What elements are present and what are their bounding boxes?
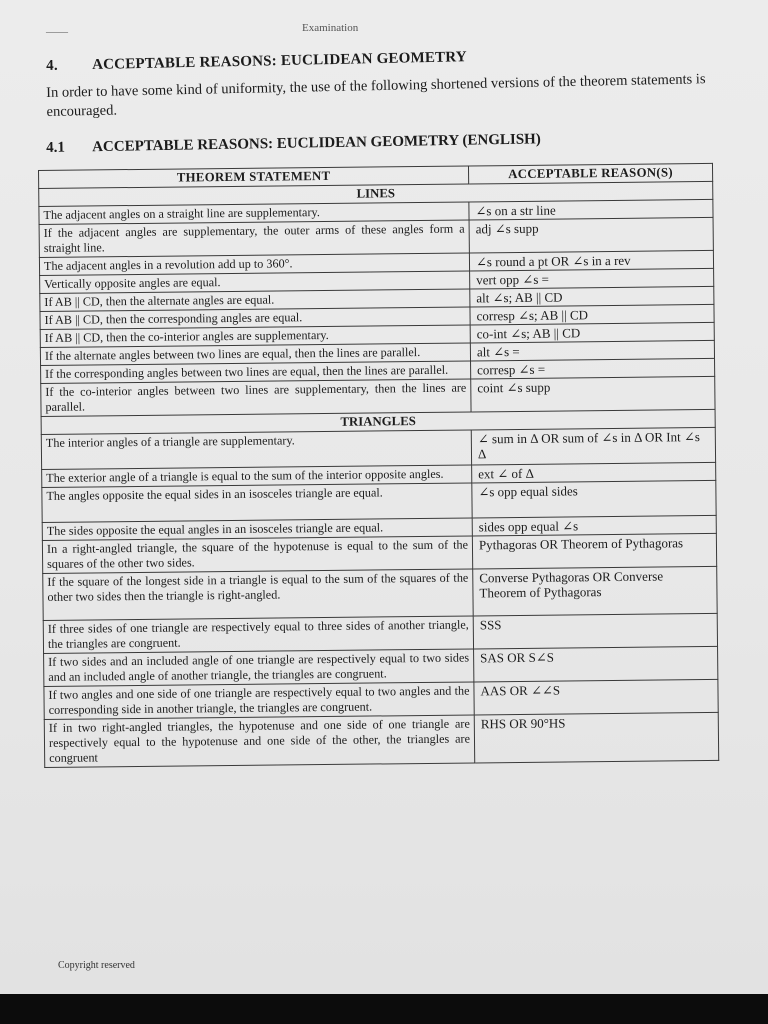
reasons-table — [38, 163, 719, 768]
theorem-statement: The sides opposite the equal angles in an isosceles triangle are equal. — [42, 518, 472, 541]
section-heading — [46, 44, 726, 75]
acceptable-reason: corresp ∠s; AB || CD — [470, 304, 714, 325]
theorem-statement: If two angles and one side of one triangle are respectively equal to two angles and the corresponding side in another triangle, the triangles are congruent. — [44, 682, 474, 720]
theorem-statement: If the corresponding angles between two lines are equal, then the lines are parallel. — [41, 361, 471, 384]
acceptable-reason: alt ∠s; AB || CD — [470, 286, 714, 307]
acceptable-reason: ∠ sum in Δ OR sum of ∠s in Δ OR Int ∠s Δ — [471, 427, 715, 465]
acceptable-reason: sides opp equal ∠s — [472, 515, 716, 536]
header-theorem-statement: THEOREM STATEMENT — [39, 166, 469, 189]
theorem-statement: The angles opposite the equal sides in an isosceles triangle are equal. — [42, 483, 472, 523]
theorem-statement: If the alternate angles between two lines are equal, then the lines are parallel. — [40, 343, 470, 366]
acceptable-reason: ext ∠ of Δ — [472, 462, 716, 483]
theorem-statement: If AB || CD, then the co-interior angles are supplementary. — [40, 325, 470, 348]
acceptable-reason: vert opp ∠s = — [470, 268, 714, 289]
section-intro: In order to have some kind of uniformity, the use of the following shortened versions of the theorem statements is encouraged. — [46, 71, 706, 120]
header-left-fragment: ____ — [46, 22, 68, 34]
acceptable-reason: Pythagoras OR Theorem of Pythagoras — [472, 533, 716, 569]
theorem-statement: If two sides and an included angle of one triangle are respectively equal to two sides and an included angle of another triangle, the triangles are congruent. — [44, 649, 474, 687]
theorem-statement: Vertically opposite angles are equal. — [40, 271, 470, 294]
acceptable-reason: SSS — [473, 613, 717, 649]
section-title: ACCEPTABLE REASONS: EUCLIDEAN GEOMETRY — [91, 49, 468, 74]
subsection-heading — [46, 128, 726, 157]
theorem-statement: The adjacent angles in a revolution add up to 360°. — [39, 253, 469, 276]
subsection-title: ACCEPTABLE REASONS: EUCLIDEAN GEOMETRY (ENGLISH) — [91, 131, 541, 156]
theorem-statement: The exterior angle of a triangle is equal to the sum of the interior opposite angles. — [42, 465, 472, 488]
theorem-statement: If the co-interior angles between two lines are supplementary, then the lines are parallel. — [41, 379, 471, 417]
acceptable-reason: RHS OR 90°HS — [474, 712, 718, 763]
cropped-page-header — [40, 20, 740, 34]
theorem-statement: If in two right-angled triangles, the hypotenuse and one side of one triangle are respectively equal to the hypotenuse and one side of the other, the triangles are congruent — [44, 715, 474, 768]
theorem-statement: If AB || CD, then the alternate angles are equal. — [40, 289, 470, 312]
theorem-statement: If AB || CD, then the corresponding angles are equal. — [40, 307, 470, 330]
header-right-fragment: Examination — [302, 22, 359, 34]
theorem-statement: If the adjacent angles are supplementary, the outer arms of these angles form a straight line. — [39, 220, 469, 258]
acceptable-reason: co-int ∠s; AB || CD — [470, 322, 714, 343]
acceptable-reason: adj ∠s supp — [469, 217, 713, 253]
acceptable-reason: corresp ∠s = — [471, 358, 715, 379]
theorem-statement: If the square of the longest side in a triangle is equal to the sum of the squares of the other two sides then the triangle is right-angled. — [43, 569, 473, 621]
acceptable-reason: ∠s on a str line — [469, 199, 713, 220]
section-number: 4. — [46, 57, 58, 74]
acceptable-reason: ∠s round a pt OR ∠s in a rev — [469, 250, 713, 271]
acceptable-reason: coint ∠s supp — [471, 376, 715, 412]
header-acceptable-reasons: ACCEPTABLE REASON(S) — [468, 163, 712, 184]
group-title-triangles: TRIANGLES — [41, 409, 715, 434]
table-row — [43, 566, 717, 620]
photo-bottom-edge — [0, 994, 768, 1024]
acceptable-reason: alt ∠s = — [470, 340, 714, 361]
theorem-statement: The interior angles of a triangle are supplementary. — [41, 430, 471, 470]
theorem-statement: If three sides of one triangle are respectively equal to three sides of another triangle, the triangles are congruent. — [43, 616, 473, 654]
group-title-lines: LINES — [39, 181, 713, 206]
theorem-statement: In a right-angled triangle, the square of the hypotenuse is equal to the sum of the squares of the other two sides. — [42, 536, 472, 574]
subsection-number: 4.1 — [46, 139, 66, 156]
acceptable-reason: AAS OR ∠∠S — [474, 679, 718, 715]
acceptable-reason: SAS OR S∠S — [474, 646, 718, 682]
theorem-statement: The adjacent angles on a straight line are supplementary. — [39, 202, 469, 225]
reasons-table-wrapper — [38, 163, 742, 768]
acceptable-reason: Converse Pythagoras OR Converse Theorem of Pythagoras — [473, 566, 717, 616]
acceptable-reason: ∠s opp equal sides — [472, 480, 716, 518]
copyright-footer: Copyright reserved — [58, 960, 135, 971]
table-row — [44, 712, 718, 767]
